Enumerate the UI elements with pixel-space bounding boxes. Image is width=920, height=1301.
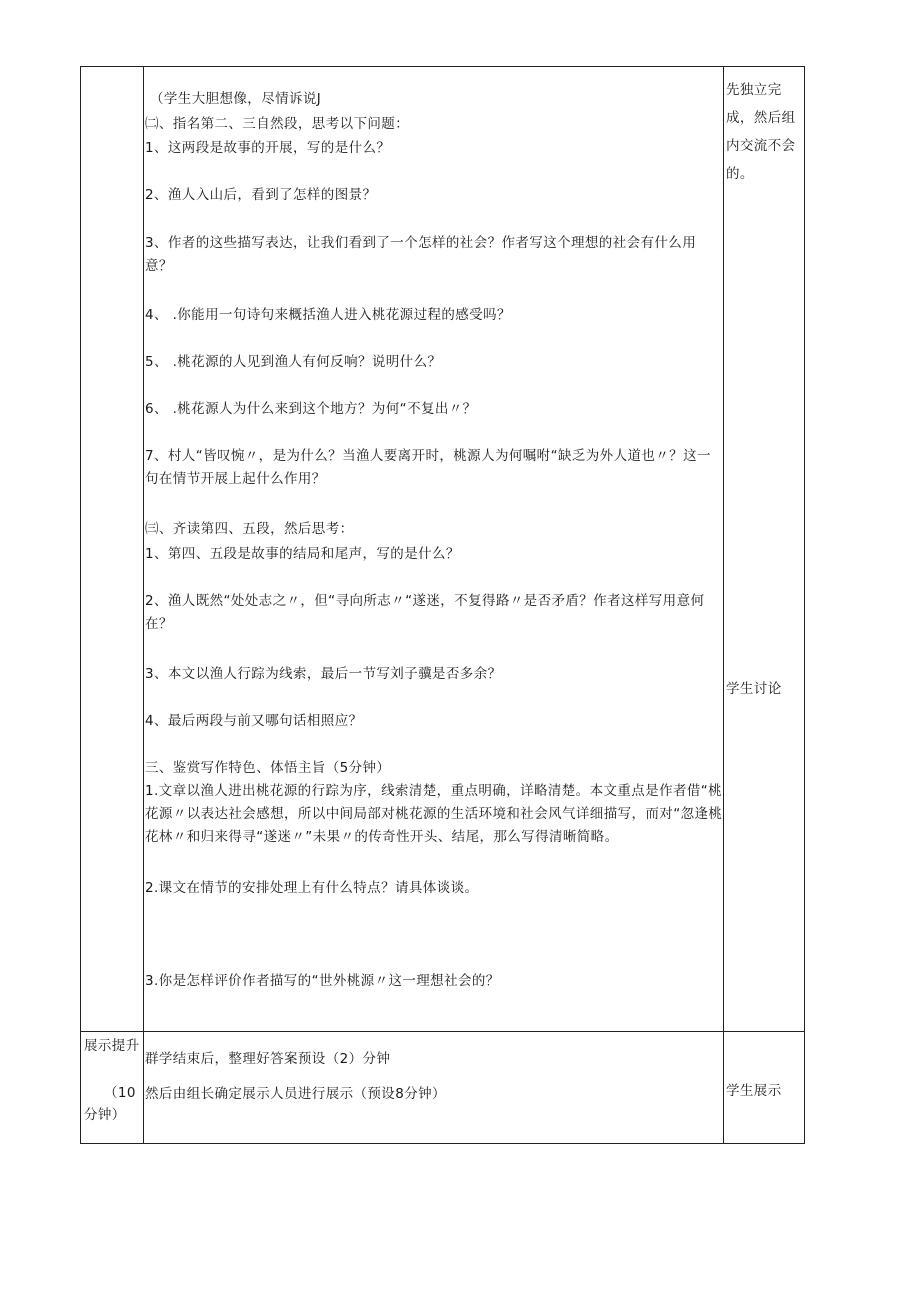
question-3-4: 4、最后两段与前又哪句话相照应？ bbox=[145, 713, 363, 729]
question-2-6: 6、 .桃花源人为什么来到这个地方？为何“不复出〃？ bbox=[145, 401, 477, 417]
question-3-3: 3、本文以渔人行踪为线索，最后一节写刘子骥是否多余？ bbox=[145, 666, 502, 682]
appreciation-title: 三、鉴赏写作特色、体悟主旨（5分钟） bbox=[145, 760, 391, 776]
presentation-line-1: 群学结束后，整理好答案预设（2）分钟 bbox=[145, 1051, 391, 1067]
question-3-2: 2、渔人既然“处处志之〃，但“寻向所志〃“遂迷，不复得路〃是否矛盾？作者这样写用意何在？ bbox=[145, 593, 705, 632]
intro-text: （学生大胆想像，尽情诉说J bbox=[150, 91, 322, 107]
stage-duration: （10分钟） bbox=[84, 1085, 136, 1123]
row-divider bbox=[81, 1031, 804, 1032]
note-student-discussion: 学生讨论 bbox=[726, 681, 782, 697]
section-2-title: ㈡、指名第二、三自然段，思考以下问题： bbox=[145, 116, 410, 132]
appreciation-point-2: 2.课文在情节的安排处理上有什么特点？请具体谈谈。 bbox=[145, 880, 479, 896]
column-divider-right bbox=[723, 67, 724, 1143]
question-3-1: 1、第四、五段是故事的结局和尾声，写的是什么？ bbox=[145, 546, 460, 562]
note-independent-work: 先独立完成，然后组内交流不会的。 bbox=[726, 82, 796, 182]
appreciation-point-3: 3.你是怎样评价作者描写的“世外桃源〃这一理想社会的？ bbox=[145, 973, 500, 989]
question-2-4: 4、 .你能用一句诗句来概括渔人进入桃花源过程的感受吗？ bbox=[145, 307, 511, 323]
appreciation-point-1: 1.文章以渔人进出桃花源的行踪为序，线索清楚，重点明确，详略清楚。本文重点是作者借“桃花源〃以表达社会感想，所以中间局部对桃花源的生活环境和社会风气详细描写，而对“忽逢桃花林〃和归来得寻“遂迷〃”未果〃的传奇性开头、结尾，那么写得清晰简略。 bbox=[145, 783, 723, 845]
column-divider-left bbox=[143, 67, 144, 1143]
question-2-7: 7、村人“皆叹惋〃，是为什么？当渔人要离开时，桃源人为何嘱咐“缺乏为外人道也〃？这一句在情节开展上起什么作用？ bbox=[145, 448, 711, 487]
question-2-3: 3、作者的这些描写表达，让我们看到了一个怎样的社会？作者写这个理想的社会有什么用意？ bbox=[145, 235, 697, 274]
question-2-2: 2、渔人入山后，看到了怎样的图景？ bbox=[145, 187, 377, 203]
question-2-1: 1、这两段是故事的开展，写的是什么？ bbox=[145, 140, 391, 156]
question-2-5: 5、 .桃花源的人见到渔人有何反响？说明什么？ bbox=[145, 354, 442, 370]
presentation-line-2: 然后由组长确定展示人员进行展示（预设8分钟） bbox=[145, 1086, 446, 1102]
section-3-title: ㈢、齐读第四、五段，然后思考： bbox=[145, 521, 354, 537]
note-student-presentation: 学生展示 bbox=[726, 1083, 782, 1099]
stage-label: 展示提升 bbox=[84, 1038, 140, 1054]
